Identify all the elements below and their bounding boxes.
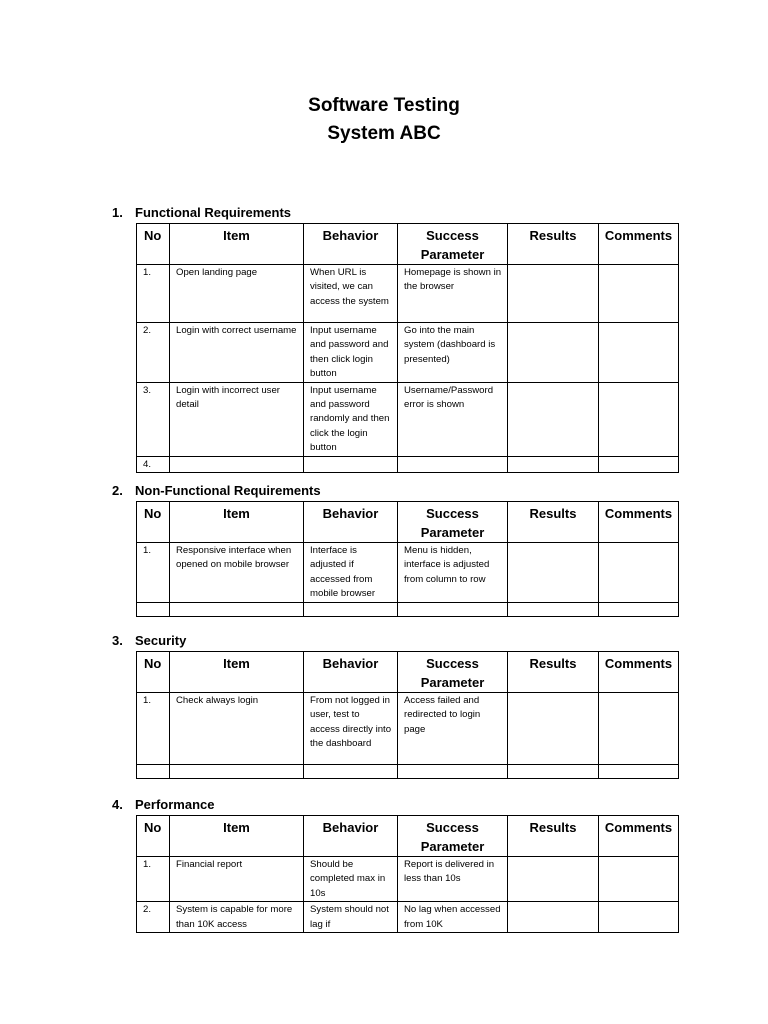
header-success-parameter: Success Parameter xyxy=(398,652,508,693)
cell-comments xyxy=(599,902,679,933)
table-row xyxy=(137,265,679,323)
cell-item xyxy=(170,765,304,779)
cell-no: 4. xyxy=(137,456,170,472)
table-header-row xyxy=(137,652,679,693)
cell-results xyxy=(508,857,599,902)
header-success-parameter: Success Parameter xyxy=(398,816,508,857)
cell-no: 1. xyxy=(137,693,170,765)
cell-behavior: When URL is visited, we can access the system xyxy=(304,265,398,323)
cell-success: Username/Password error is shown xyxy=(398,382,508,456)
table-header-row xyxy=(137,816,679,857)
cell-no: 1. xyxy=(137,857,170,902)
cell-results xyxy=(508,902,599,933)
section-heading-non-functional xyxy=(112,483,321,498)
cell-success: Report is delivered in less than 10s xyxy=(398,857,508,902)
cell-comments xyxy=(599,543,679,603)
cell-item: Login with incorrect user detail xyxy=(170,382,304,456)
table-row xyxy=(137,857,679,902)
cell-success xyxy=(398,765,508,779)
header-behavior: Behavior xyxy=(304,502,398,543)
cell-item: System is capable for more than 10K access xyxy=(170,902,304,933)
cell-behavior: Input username and password randomly and then click the login button xyxy=(304,382,398,456)
cell-behavior xyxy=(304,456,398,472)
cell-success xyxy=(398,456,508,472)
table-row xyxy=(137,693,679,765)
table-row xyxy=(137,765,679,779)
document-subtitle: System ABC xyxy=(327,123,441,144)
security-table xyxy=(136,651,679,779)
cell-comments xyxy=(599,382,679,456)
cell-comments xyxy=(599,857,679,902)
header-results: Results xyxy=(508,502,599,543)
document-title: Software Testing xyxy=(308,95,460,116)
table-row xyxy=(137,456,679,472)
cell-behavior: Interface is adjusted if accessed from mobile browser xyxy=(304,543,398,603)
cell-item: Open landing page xyxy=(170,265,304,323)
cell-behavior xyxy=(304,602,398,616)
cell-item: Responsive interface when opened on mobile browser xyxy=(170,543,304,603)
section-number: 1. xyxy=(112,205,123,220)
header-item: Item xyxy=(170,816,304,857)
cell-results xyxy=(508,456,599,472)
header-success-parameter: Success Parameter xyxy=(398,224,508,265)
functional-requirements-table xyxy=(136,223,679,473)
header-no: No xyxy=(137,816,170,857)
section-title: Performance xyxy=(135,797,215,812)
section-number: 4. xyxy=(112,797,123,812)
header-behavior: Behavior xyxy=(304,224,398,265)
non-functional-requirements-table xyxy=(136,501,679,617)
cell-no: 2. xyxy=(137,902,170,933)
cell-item xyxy=(170,602,304,616)
header-no: No xyxy=(137,502,170,543)
cell-item: Login with correct username xyxy=(170,323,304,383)
section-title: Non-Functional Requirements xyxy=(135,483,321,498)
header-no: No xyxy=(137,652,170,693)
cell-results xyxy=(508,543,599,603)
cell-success: Access failed and redirected to login page xyxy=(398,693,508,765)
cell-success: Menu is hidden, interface is adjusted from column to row xyxy=(398,543,508,603)
header-behavior: Behavior xyxy=(304,652,398,693)
cell-success: Go into the main system (dashboard is presented) xyxy=(398,323,508,383)
table-row xyxy=(137,602,679,616)
header-results: Results xyxy=(508,652,599,693)
cell-comments xyxy=(599,602,679,616)
cell-comments xyxy=(599,765,679,779)
table-row xyxy=(137,323,679,383)
header-comments: Comments xyxy=(599,224,679,265)
cell-results xyxy=(508,265,599,323)
section-heading-functional xyxy=(112,205,291,220)
cell-results xyxy=(508,765,599,779)
section-number: 2. xyxy=(112,483,123,498)
cell-comments xyxy=(599,265,679,323)
table-row xyxy=(137,382,679,456)
cell-behavior: Should be completed max in 10s xyxy=(304,857,398,902)
header-comments: Comments xyxy=(599,502,679,543)
cell-success xyxy=(398,602,508,616)
header-no: No xyxy=(137,224,170,265)
table-row xyxy=(137,902,679,933)
section-title: Security xyxy=(135,633,187,648)
header-item: Item xyxy=(170,652,304,693)
cell-behavior: Input username and password and then click login button xyxy=(304,323,398,383)
cell-no xyxy=(137,765,170,779)
cell-item: Financial report xyxy=(170,857,304,902)
table-header-row xyxy=(137,224,679,265)
cell-comments xyxy=(599,456,679,472)
cell-behavior: From not logged in user, test to access directly into the dashboard xyxy=(304,693,398,765)
cell-success: No lag when accessed from 10K xyxy=(398,902,508,933)
header-item: Item xyxy=(170,502,304,543)
header-item: Item xyxy=(170,224,304,265)
cell-behavior: System should not lag if xyxy=(304,902,398,933)
cell-behavior xyxy=(304,765,398,779)
table-header-row xyxy=(137,502,679,543)
cell-no xyxy=(137,602,170,616)
section-number: 3. xyxy=(112,633,123,648)
cell-success: Homepage is shown in the browser xyxy=(398,265,508,323)
section-heading-performance xyxy=(112,797,214,812)
table-row xyxy=(137,543,679,603)
header-comments: Comments xyxy=(599,816,679,857)
cell-no: 3. xyxy=(137,382,170,456)
section-title: Functional Requirements xyxy=(135,205,292,220)
cell-no: 2. xyxy=(137,323,170,383)
header-success-parameter: Success Parameter xyxy=(398,502,508,543)
header-results: Results xyxy=(508,816,599,857)
cell-item: Check always login xyxy=(170,693,304,765)
header-results: Results xyxy=(508,224,599,265)
header-comments: Comments xyxy=(599,652,679,693)
cell-results xyxy=(508,382,599,456)
cell-comments xyxy=(599,323,679,383)
cell-no: 1. xyxy=(137,265,170,323)
cell-item xyxy=(170,456,304,472)
header-behavior: Behavior xyxy=(304,816,398,857)
cell-no: 1. xyxy=(137,543,170,603)
cell-results xyxy=(508,602,599,616)
section-heading-security xyxy=(112,633,186,648)
cell-results xyxy=(508,323,599,383)
cell-results xyxy=(508,693,599,765)
performance-table xyxy=(136,815,679,933)
cell-comments xyxy=(599,693,679,765)
